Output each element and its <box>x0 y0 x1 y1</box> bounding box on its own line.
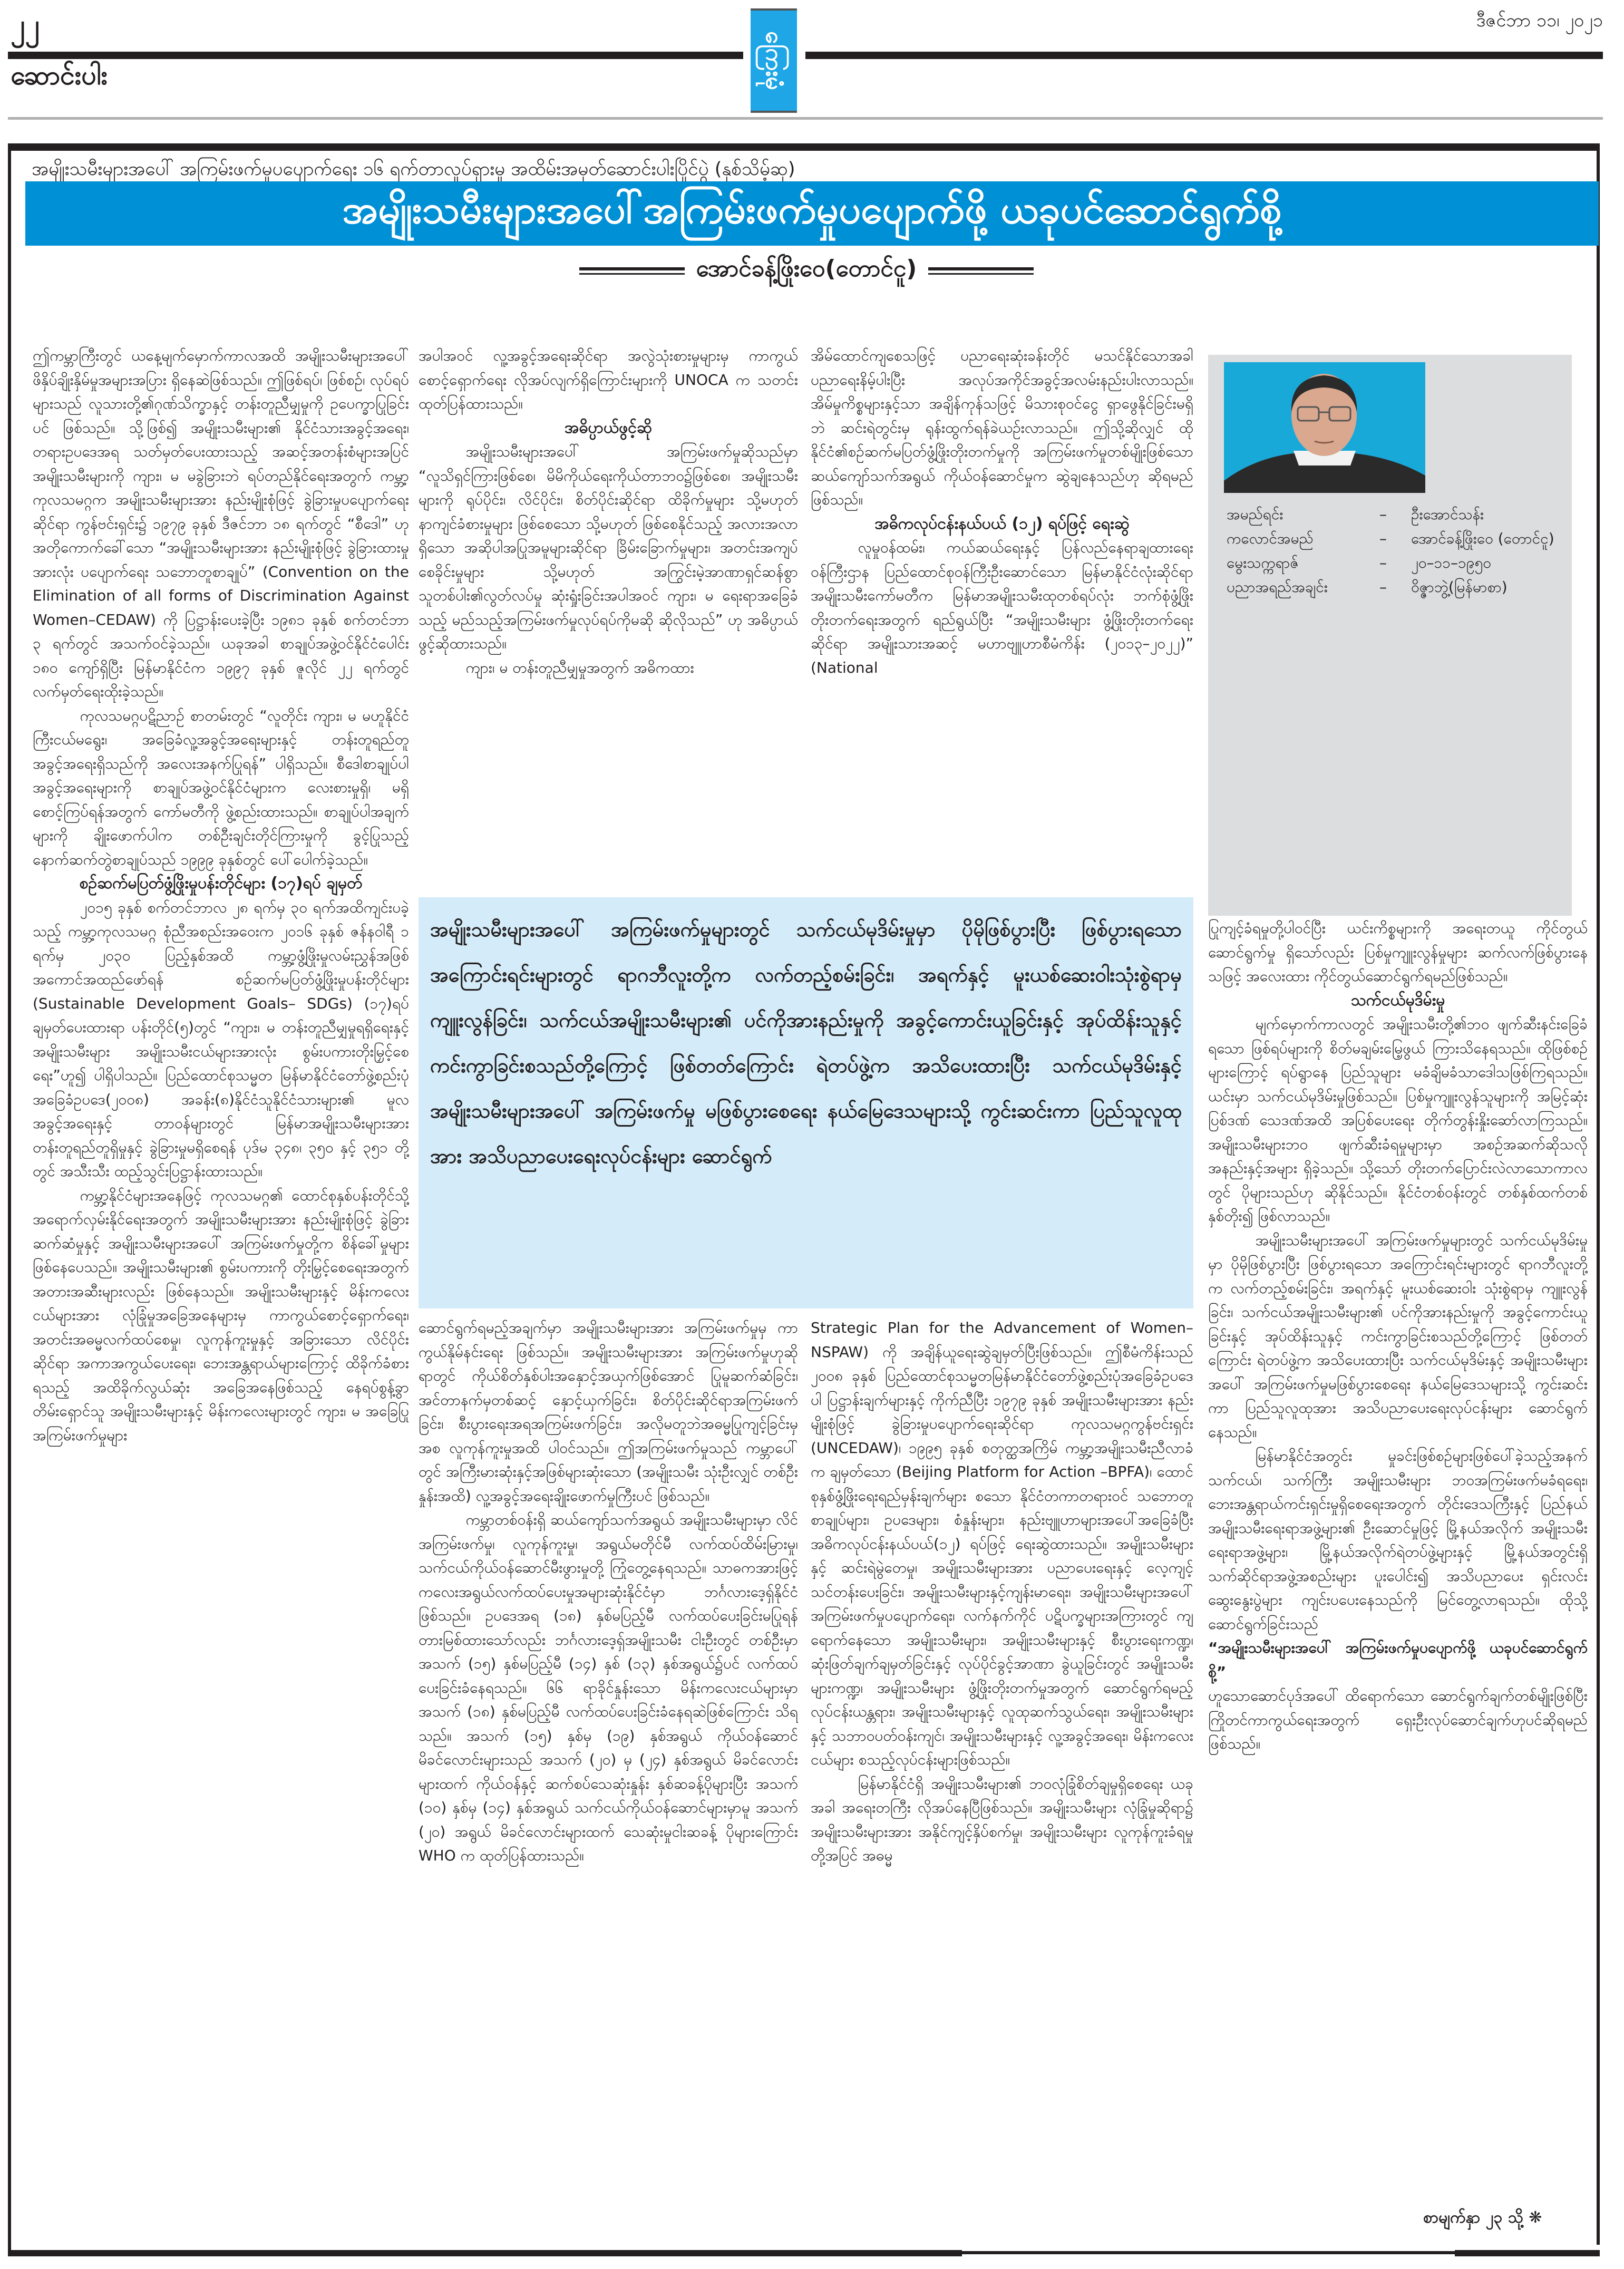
author-profile-box <box>1208 355 1572 916</box>
portrait-illustration <box>1224 362 1425 493</box>
body-paragraph: မြန်မာနိုင်ငံအတွင်း မှုခင်းဖြစ်စဉ်များဖြစ်ပေါ်ခဲ့သည့်အနက် သက်ငယ်၊ သက်ကြီး အမျိုးသမီးများ ဘဝအကြမ်းဖက်မခံရရေး၊ ဘေးအန္တရာယ်ကင်းရှင်းမှုရှိစေရေးအတွက် တိုင်းဒေသကြီးနှင့် ပြည်နယ်အမျိုးသမီးရေးရာအဖွဲ့များ၏ ဦးဆောင်မှုဖြင့် မြို့နယ်အလိုက် အမျိုးသမီးရေးရာအဖွဲ့များ၊ မြို့နယ်အလိုက်ရဲတပ်ဖွဲ့များနှင့် မြို့နယ်အတွင်းရှိ သက်ဆိုင်ရာအဖွဲ့အစည်းများ ပူးပေါင်း၍ အသိပညာပေး ရှင်းလင်းဆွေးနွေးပွဲများ ကျင်းပပေးနေသည်ကို မြင်တွေ့လာရသည်။ ထိုသို့ဆောင်ရွက်ခြင်းသည် <box>1208 1447 1588 1633</box>
article-frame-bottom-right <box>1455 2250 1600 2256</box>
column-1 <box>33 344 409 2236</box>
profile-dash: – <box>1379 554 1387 571</box>
body-paragraph: အမျိုးသမီးများအပေါ် အကြမ်းဖက်မှုဆိုသည်မှာ “လူသိရှင်ကြားဖြစ်စေ၊ မိမိကိုယ်ရေးကိုယ်တာဘဝ၌ဖြစ်စေ၊ အမျိုးသမီးများကို ရုပ်ပိုင်း၊ လိင်ပိုင်း၊ စိတ်ပိုင်းဆိုင်ရာ ထိခိုက်မှုများ သို့မဟုတ် နာကျင်ခံစားမှုများ ဖြစ်စေသော သို့မဟုတ် ဖြစ်စေနိုင်သည့် အလားအလာရှိသော အဆိုပါအပြုအမူများဆိုင်ရာ ခြိမ်းခြောက်မှုများ၊ အတင်းအကျပ်စေခိုင်းမှုများ သို့မဟုတ် အကြွင်းမဲ့အာဏာရှင်ဆန်စွာ သူတစ်ပါး၏လွတ်လပ်မှု ဆုံးရှုံးခြင်းအပါအဝင် ကျား၊ မ ရေးရာအခြေခံသည့် မည်သည့်အကြမ်းဖက်မှုလုပ်ရပ်ကိုမဆို ဆိုလိုသည်” ဟု အဓိပ္ပာယ်ဖွင့်ဆိုထားသည်။ <box>419 443 798 652</box>
profile-dash: – <box>1379 506 1387 523</box>
profile-row-pen-name <box>1227 527 1569 551</box>
body-paragraph: ဤကမ္ဘာကြီးတွင် ယနေ့မျက်မှောက်ကာလအထိ အမျိုးသမီးများအပေါ် ဖိနှိပ်ချိုးနှိမ်မှုအများအပြား ရှိနေဆဲဖြစ်သည်။ ဤဖြစ်ရပ်၊ ဖြစ်စဉ်၊ လုပ်ရပ်များသည် လူသားတို့၏ဂုဏ်သိက္ခာနှင့် တန်းတူညီမျှမှုကို ဥပေက္ခာပြုခြင်းပင် ဖြစ်သည်။ သို့ဖြစ်၍ အမျိုးသမီးများ၏ နိုင်ငံသားအခွင့်အရေး၊ တရားဥပဒေအရ သတ်မှတ်ပေးထားသည့် အဆင့်အတန်းစံများအပြင် အမျိုးသမီးများကို ကျား၊ မ မခွဲခြားဘဲ ရပ်တည်နိုင်ရေးအတွက် ကမ္ဘာ့ကုလသမဂ္ဂက အမျိုးသမီးများအား နည်းမျိုးစုံဖြင့် ခွဲခြားမှုပပျောက်ရေးဆိုင်ရာ ကွန်ဗင်းရှင်း၌ ၁၉၇၉ ခုနှစ် ဒီဇင်ဘာ ၁၈ ရက်တွင် “စီဒေါ” ဟု အတိုကောက်ခေါ်သော “အမျိုးသမီးများအား နည်းမျိုးစုံဖြင့် ခွဲခြားထားမှုအားလုံး ပပျောက်ရေး သဘောတူစာချုပ်” (Convention on the Elimination of all forms of Discrimination Against Women–CEDAW) ကို ပြဋ္ဌာန်းပေးခဲ့ပြီး ၁၉၈၁ ခုနှစ် စက်တင်ဘာ ၃ ရက်တွင် အသက်ဝင်ခဲ့သည်။ ယခုအခါ စာချုပ်အဖွဲ့ဝင်နိုင်ငံပေါင်း ၁၈၀ ကျော်ရှိပြီး မြန်မာနိုင်ငံက ၁၉၉၇ ခုနှစ် ဇူလိုင် ၂၂ ရက်တွင် လက်မှတ်ရေးထိုးခဲ့သည်။ <box>33 347 409 700</box>
column-3-bottom <box>811 1316 1193 2249</box>
profile-label: မွေးသက္ကရာဇ် <box>1227 554 1299 571</box>
pull-quote-box: အမျိုးသမီးများအပေါ် အကြမ်းဖက်မှုများတွင် သက်ငယ်မုဒိမ်းမှုမှာ ပိုမိုဖြစ်ပွားပြီး ဖြစ်ပွားရသောအကြောင်းရင်းများတွင် ရာဂဘီလူးတို့က လက်တည့်စမ်းခြင်း၊ အရက်နှင့် မူးယစ်ဆေးဝါးသုံးစွဲရာမှ ကျူးလွန်ခြင်း၊ သက်ငယ်အမျိုးသမီးများ၏ ပင်ကိုအားနည်းမှုကို အခွင့်ကောင်းယူခြင်းနှင့် အုပ်ထိန်းသူနှင့် ကင်းကွာခြင်းစသည်တို့ကြောင့် ဖြစ်တတ်ကြောင်း ရဲတပ်ဖွဲ့က အသိပေးထားပြီး သက်ငယ်မုဒိမ်းနှင့် အမျိုးသမီးများအပေါ် အကြမ်းဖက်မှု မဖြစ်ပွားစေရေး နယ်မြေဒေသများသို့ ကွင်းဆင်းကာ ပြည်သူလူထုအား အသိပညာပေးရေးလုပ်ငန်းများ ဆောင်ရွက် <box>419 897 1193 1308</box>
body-paragraph: မျက်မှောက်ကာလတွင် အမျိုးသမီးတို့၏ဘဝ ဖျက်ဆီးနင်းခြေခံရသော ဖြစ်ရပ်များကို စိတ်မချမ်းမြေ့ဖွယ် ကြားသိနေရသည်။ ထိုဖြစ်စဉ်များကြောင့် ရပ်ရွာနေ ပြည်သူများ မခံချိမခံသာဒေါသဖြစ်ကြရသည်။ ယင်းမှာ သက်ငယ်မုဒိမ်းမှုဖြစ်သည်။ ပြစ်မှုကျူးလွန်သူများကို အမြင့်ဆုံးပြစ်ဒဏ် သေဒဏ်အထိ အပြစ်ပေးရေး တိုက်တွန်းနှိုးဆော်လာကြသည်။ အမျိုးသမီးများဘဝ ဖျက်ဆီးခံရမှုများမှာ အစဉ်အဆက်ဆိုသလို အနည်းနှင့်အများ ရှိခဲ့သည်။ သို့သော် တိုးတက်ပြောင်းလဲလာသောကာလတွင် ပိုများသည်ဟု ဆိုနိုင်သည်။ နိုင်ငံတစ်ဝန်းတွင် တစ်နှစ်ထက်တစ်နှစ်တိုး၍ ဖြစ်လာသည်။ <box>1208 1015 1588 1225</box>
profile-label: အမည်ရင်း <box>1227 506 1283 523</box>
profile-label: ပညာအရည်အချင်း <box>1227 578 1328 596</box>
article-frame-right <box>1597 143 1600 2245</box>
author-byline: အောင်ခန့်ဖြိုးဝေ(တောင်ငူ) <box>696 255 917 282</box>
column-3-top <box>811 344 1193 895</box>
author-photo <box>1224 362 1425 493</box>
logo-text: ကြေးမုံ <box>761 31 787 90</box>
body-paragraph: “အမျိုးသမီးများအပေါ် အကြမ်းဖက်မှုပပျောက်ဖို့ ယခုပင်ဆောင်ရွက်စို့” <box>1208 1639 1588 1681</box>
newspaper-logo <box>751 8 797 113</box>
subheading: သက်ငယ်မုဒိမ်းမှု <box>1350 991 1445 1010</box>
column-2-bottom <box>419 1316 798 2249</box>
body-paragraph: ဆောင်ရွက်ရမည့်အချက်မှာ အမျိုးသမီးများအား အကြမ်းဖက်မှုမှ ကာကွယ်နိုမ်နင်းရေး ဖြစ်သည်။ အမျိုးသမီးများအား အကြမ်းဖက်မှုဟုဆိုရာတွင် ကိုယ်စိတ်နှစ်ပါးအနှောင့်အယှက်ဖြစ်အောင် ပြုမူဆက်ဆံခြင်း၊ အင်တာနက်မှတစ်ဆင့် နှောင့်ယှက်ခြင်း၊ စိတ်ပိုင်းဆိုင်ရာအကြမ်းဖက်ခြင်း၊ စီးပွားရေးအရအကြမ်းဖက်ခြင်း၊ အလိုမတူဘဲအဓမ္မပြုကျင့်ခြင်းမှအစ လူကုန်ကူးမှုအထိ ပါဝင်သည်။ ဤအကြမ်းဖက်မှုသည် ကမ္ဘာပေါ်တွင် အကြီးမားဆုံးနှင့်အဖြစ်များဆုံးသော (အမျိုးသမီး သုံးဦးလျှင် တစ်ဦးနှုန်းအထိ) လူ့အခွင့်အရေးချိုးဖောက်မှုကြီးပင် ဖြစ်သည်။ <box>419 1319 798 1505</box>
body-paragraph: ပြုကျင့်ခံရမှုတို့ပါဝင်ပြီး ယင်းကိစ္စများကို အရေးတယူ ကိုင်တွယ်ဆောင်ရွက်မှု ရှိသော်လည်း ပြစ်မှုကျူးလွန်မှုများ ဆက်လက်ဖြစ်ပွားနေသဖြင့် အလေးထား ကိုင်တွယ်ဆောင်ရွက်ရမည်ဖြစ်သည်။ <box>1208 919 1588 985</box>
body-paragraph: ဟူသောဆောင်ပုဒ်အပေါ် ထိရောက်သော ဆောင်ရွက်ချက်တစ်မျိုးဖြစ်ပြီး ကြိုတင်ကာကွယ်ရေးအတွက် ရှေးဦးလုပ်ဆောင်ချက်ဟုပင်ဆိုရမည် ဖြစ်သည်။ <box>1208 1687 1588 1752</box>
body-paragraph: ၂၀၁၅ ခုနှစ် စက်တင်ဘာလ ၂၈ ရက်မှ ၃၀ ရက်အထိကျင်းပခဲ့သည့် ကမ္ဘာ့ကုလသမဂ္ဂ စုံညီအစည်းအဝေးက ၂၀၁၆ ခုနှစ် ဇန်နဝါရီ ၁ ရက်မှ ၂၀၃၀ ပြည့်နှစ်အထိ ကမ္ဘာ့ဖွံ့ဖြိုးမှုလမ်းညွှန်အဖြစ် အကောင်အထည်ဖော်ရန် စဉ်ဆက်မပြတ်ဖွံ့ဖြိုးမှုပန်းတိုင်များ (Sustainable Development Goals– SDGs) (၁၇)ရပ် ချမှတ်ပေးထားရာ ပန်းတိုင်(၅)တွင် “ကျား၊ မ တန်းတူညီမျှမှုရရှိရေးနှင့် အမျိုးသမီးများ အမျိုးသမီးငယ်များအားလုံး စွမ်းပကားတိုးမြှင့်စေရေး”ဟူ၍ ပါရှိပါသည်။ ပြည်ထောင်စုသမ္မတ မြန်မာနိုင်ငံတော်ဖွဲ့စည်းပုံအခြေခံဥပဒေ(၂၀၀၈) အခန်း(၈)နိုင်ငံသူနိုင်ငံသားများ၏ မူလအခွင့်အရေးနှင့် တာဝန်များတွင် မြန်မာအမျိုးသမီးများအား တန်းတူရည်တူရှိမှုနှင့် ခွဲခြားမှုမရှိစေရန် ပုဒ်မ ၃၄၈၊ ၃၅၀ နှင့် ၃၅၁ တို့တွင် အသီးသီး ထည့်သွင်းပြဋ္ဌာန်းထားသည်။ <box>33 898 409 1180</box>
profile-label: ကလောင်အမည် <box>1227 530 1314 547</box>
column-4 <box>1208 916 1588 2245</box>
profile-dash: – <box>1379 578 1387 596</box>
body-paragraph: ကမ္ဘာတစ်ဝန်းရှိ ဆယ်ကျော်သက်အရွယ် အမျိုးသမီးများမှာ လိင်အကြမ်းဖက်မှု၊ လူကုန်ကူးမှု၊ အရွယ်မတိုင်မီ လက်ထပ်ထိမ်းမြားမှု၊ သက်ငယ်ကိုယ်ဝန်ဆောင်မီးဖွားမှုတို့ ကြုံတွေ့နေရသည်။ သာဓကအားဖြင့် ကလေးအရွယ်လက်ထပ်ပေးမှုအများဆုံးနိုင်ငံမှာ ဘင်္ဂလားဒေ့ရှ်နိုင်ငံ ဖြစ်သည်။ ဥပဒေအရ (၁၈) နှစ်မပြည့်မီ လက်ထပ်ပေးခြင်းမပြုရန်တားမြစ်ထားသော်လည်း ဘင်္ဂလားဒေ့ရှ်အမျိုးသမီး ငါးဦးတွင် တစ်ဦးမှာ အသက် (၁၅) နှစ်မပြည့်မီ (၁၄) နှစ် (၁၃) နှစ်အရွယ်၌ပင် လက်ထပ်ပေးခြင်းခံနေရသည်။ ၆၆ ရာခိုင်နှုန်းသော မိန်းကလေးငယ်များမှာ အသက် (၁၈) နှစ်မပြည့်မီ လက်ထပ်ပေးခြင်းခံနေရဆဲဖြစ်ကြောင်း သိရသည်။ အသက် (၁၅) နှစ်မှ (၁၉) နှစ်အရွယ် ကိုယ်ဝန်ဆောင်မိခင်လောင်းများသည် အသက် (၂၀) မှ (၂၄) နှစ်အရွယ် မိခင်လောင်းများထက် ကိုယ်ဝန်နှင့် ဆက်စပ်သေဆုံးနှုန်း နှစ်ဆခန့်ပိုများပြီး အသက် (၁၀) နှစ်မှ (၁၄) နှစ်အရွယ် သက်ငယ်ကိုယ်ဝန်ဆောင်များမှာမူ အသက် (၂၀) အရွယ် မိခင်လောင်းများထက် သေဆုံးမှုငါးဆခန့် ပိုများကြောင်း WHO က ထုတ်ပြန်ထားသည်။ <box>419 1511 798 1864</box>
profile-value: ၂၀–၁၁–၁၉၅၀ <box>1411 554 1492 571</box>
profile-value: ဝိဇ္ဇာဘွဲ့(မြန်မာစာ) <box>1411 578 1508 596</box>
body-paragraph: အမျိုးသမီးများအပေါ် အကြမ်းဖက်မှုများတွင် သက်ငယ်မုဒိမ်းမှုမှာ ပိုမိုဖြစ်ပွားပြီး ဖြစ်ပွားရသော အကြောင်းရင်းများတွင် ရာဂဘီလူးတို့က လက်တည့်စမ်းခြင်း၊ အရက်နှင့် မူးယစ်ဆေးဝါး သုံးစွဲရာမှ ကျူးလွန်ခြင်း၊ သက်ငယ်အမျိုးသမီးများ၏ ပင်ကိုအားနည်းမှုကို အခွင့်ကောင်းယူခြင်းနှင့် အုပ်ထိန်းသူနှင့် ကင်းကွာခြင်းစသည်တို့ကြောင့် ဖြစ်တတ်ကြောင်း ရဲတပ်ဖွဲ့က အသိပေးထားပြီး သက်ငယ်မုဒိမ်းနှင့် အမျိုးသမီးများအပေါ် အကြမ်းဖက်မှုမဖြစ်ပွားစေရေး နယ်မြေဒေသများသို့ ကွင်းဆင်းကာ ပြည်သူလူထုအား အသိပညာပေးရေးလုပ်ငန်းများ ဆောင်ရွက်နေသည်။ <box>1208 1231 1588 1441</box>
continued-on-page: စာမျက်နှာ ၂၃ သို့ ❋ <box>1423 2208 1542 2227</box>
profile-row-education <box>1227 575 1569 599</box>
subheading: အဓိကလုပ်ငန်းနယ်ပယ် (၁၂) ရပ်ဖြင့် ရေးဆွဲ <box>874 514 1130 533</box>
subheading: စဉ်ဆက်မပြတ်ဖွံ့ဖြိုးမှုပန်းတိုင်များ (၁၇)ရပ် ချမှတ် <box>79 874 363 893</box>
body-paragraph: လူမှုဝန်ထမ်း၊ ကယ်ဆယ်ရေးနှင့် ပြန်လည်နေရာချထားရေးဝန်ကြီးဌာန ပြည်ထောင်စုဝန်ကြီးဦးဆောင်သော မြန်မာနိုင်ငံလုံးဆိုင်ရာ အမျိုးသမီးကော်မတီက မြန်မာအမျိုးသမီးထုတစ်ရပ်လုံး ဘက်စုံဖွံ့ဖြိုးတိုးတက်ရေးအတွက် ရည်ရွယ်ပြီး “အမျိုးသမီးများ ဖွံ့ဖြိုးတိုးတက်ရေးဆိုင်ရာ အမျိုးသားအဆင့် မဟာဗျူဟာစီမံကိန်း (၂၀၁၃–၂၀၂၂)” (National <box>811 539 1193 676</box>
profile-dash: – <box>1379 530 1387 547</box>
byline-rule-left <box>579 267 685 275</box>
byline-row <box>411 254 1202 288</box>
article-title: အမျိုးသမီးများအပေါ်အကြမ်းဖက်မှုပပျောက်ဖို့ ယခုပင်ဆောင်ရွက်စို့ <box>342 187 1282 232</box>
header-rule <box>8 52 1603 59</box>
article-kicker: အမျိုးသမီးများအပေါ် အကြမ်းဖက်မှုပပျောက်ရေး ၁၆ ရက်တာလှုပ်ရှားမှု အထိမ်းအမှတ်ဆောင်းပါးပြိုင်ပွဲ (နှစ်သိမ့်ဆု) <box>32 159 795 180</box>
body-paragraph: အပါအဝင် လူ့အခွင့်အရေးဆိုင်ရာ အလွဲသုံးစားမှုများမှ ကာကွယ်စောင့်ရှောက်ရေး လိုအပ်လျက်ရှိကြောင်းများကို UNOCA က သတင်းထုတ်ပြန်ထားသည်။ <box>419 347 798 412</box>
body-paragraph: အိမ်ထောင်ကျစေသဖြင့် ပညာရေးဆုံးခန်းတိုင် မသင်နိုင်သောအခါ ပညာရေးနိမ့်ပါးပြီး အလုပ်အကိုင်အခွင့်အလမ်းနည်းပါးလာသည်။ အိမ်မှုကိစ္စများနှင့်သာ အချိန်ကုန်သဖြင့် မိသားစုဝင်ငွေ ရှာဖွေနိုင်ခြင်းမရှိဘဲ ဆင်းရဲတွင်းမှ ရုန်းထွက်ရန်ခဲယဉ်းလာသည်။ ဤသို့ဆိုလျှင် ထိုနိုင်ငံ၏စဉ်ဆက်မပြတ်ဖွံ့ဖြိုးတိုးတက်မှုကို အကြမ်းဖက်မှုတစ်မျိုးဖြစ်သော ဆယ်ကျော်သက်အရွယ် ကိုယ်ဝန်ဆောင်မှုက ဆွဲချနေသည်ဟု ဆိုရမည်ဖြစ်သည်။ <box>811 347 1193 508</box>
issue-date: ဒီဇင်ဘာ ၁၁၊ ၂၀၂၁ <box>1476 10 1603 31</box>
article-frame-bottom <box>8 2250 962 2256</box>
body-paragraph: ကုလသမဂ္ဂပဋိညာဉ် စာတမ်းတွင် “လူတိုင်း ကျား၊ မ မဟူနိုင်ငံကြီးငယ်မရွေး၊ အခြေခံလူ့အခွင့်အရေးများနှင့် တန်းတူရည်တူအခွင့်အရေးရှိသည်ကို အလေးအနက်ပြုရန်” ပါရှိသည်။ စီဒေါစာချုပ်ပါ အခွင့်အရေးများကို စာချုပ်အဖွဲ့ဝင်နိုင်ငံများက လေးစားမှုရှိ၊ မရှိ စောင့်ကြပ်ရန်အတွက် ကော်မတီကို ဖွဲ့စည်းထားသည်။ စာချုပ်ပါအချက်များကို ချိုးဖောက်ပါက တစ်ဦးချင်းတိုင်ကြားမှုကို ခွင့်ပြုသည့် နောက်ဆက်တွဲစာချုပ်သည် ၁၉၉၉ ခုနှစ်တွင် ပေါ်ပေါက်ခဲ့သည်။ <box>33 706 409 868</box>
body-paragraph: မြန်မာနိုင်ငံရှိ အမျိုးသမီးများ၏ ဘဝလုံခြုံစိတ်ချမှုရှိစေရေး ယခုအခါ အရေးတကြီး လိုအပ်နေပြီဖြစ်သည်။ အမျိုးသမီးများ လုံခြုံမှုဆိုရာ၌ အမျိုးသမီးများအား အနိုင်ကျင့်နှိပ်စက်မှု၊ အမျိုးသမီးများ လူကုန်ကူးခံရမှုတို့အပြင် အဓမ္မ <box>811 1775 1193 1864</box>
profile-row-real-name <box>1227 502 1569 527</box>
profile-info <box>1227 502 1569 599</box>
body-paragraph: ကမ္ဘာ့နိုင်ငံများအနေဖြင့် ကုလသမဂ္ဂ၏ ထောင်စုနှစ်ပန်းတိုင်သို့ အရောက်လှမ်းနိုင်ရေးအတွက် အမျိုးသမီးများအား နည်းမျိုးစုံဖြင့် ခွဲခြားဆက်ဆံမှုနှင့် အမျိုးသမီးများအပေါ် အကြမ်းဖက်မှုတို့က စိန်ခေါ်မှုများဖြစ်နေပေသည်။ အမျိုးသမီးများ၏ စွမ်းပကားကို တိုးမြှင့်စေရေးအတွက် အတားအဆီးများလည်း ဖြစ်နေသည်။ အမျိုးသမီးများနှင့် မိန်းကလေးငယ်များအား လုံခြုံမှုအခြေအနေများမှ ကာကွယ်စောင့်ရှောက်ရေး၊ အတင်းအဓမ္မလက်ထပ်စေမှု၊ လူကုန်ကူးမှုနှင့် အခြားသော လိင်ပိုင်းဆိုင်ရာ အကာအကွယ်ပေးရေး၊ ဘေးအန္တရာယ်များကြောင့် ထိခိုက်ခံစားရသည့် အထိခိုက်လွယ်ဆုံး အခြေအနေဖြစ်သည့် နေရပ်စွန့်ခွာတိမ်းရှောင်သူ အမျိုးသမီးများနှင့် မိန်းကလေးများတွင် ကျား၊ မ အခြေပြုအကြမ်းဖက်မှုများ <box>33 1186 409 1444</box>
body-paragraph: ကျား၊ မ တန်းတူညီမျှမှုအတွက် အဓိကထား <box>465 658 694 676</box>
section-label: ဆောင်းပါး <box>11 60 108 91</box>
header-divider <box>8 117 1603 120</box>
profile-value: အောင်ခန့်ဖြိုးဝေ (တောင်ငူ) <box>1411 530 1554 547</box>
title-banner <box>25 181 1599 246</box>
profile-row-birth-date <box>1227 551 1569 575</box>
byline-rule-right <box>928 267 1034 275</box>
profile-value: ဦးအောင်သန်း <box>1411 506 1484 523</box>
column-2-top <box>419 344 798 895</box>
page-number: ၂၂ <box>11 8 40 42</box>
body-paragraph: Strategic Plan for the Advancement of Women–NSPAW) ကို အချိန်ယူရေးဆွဲချမှတ်ပြီးဖြစ်သည်။ ဤစီမံကိန်းသည် ၂၀၀၈ ခုနှစ် ပြည်ထောင်စုသမ္မတမြန်မာနိုင်ငံတော်ဖွဲ့စည်းပုံအခြေခံဥပဒေပါ ပြဋ္ဌာန်းချက်များနှင့် ကိုက်ညီပြီး ၁၉၇၉ ခုနှစ် အမျိုးသမီးများအား နည်းမျိုးစုံဖြင့် ခွဲခြားမှုပပျောက်ရေးဆိုင်ရာ ကုလသမဂ္ဂကွန်ဗင်းရှင်း (UNCEDAW)၊ ၁၉၉၅ ခုနှစ် စတုတ္ထအကြိမ် ကမ္ဘာ့အမျိုးသမီးညီလာခံက ချမှတ်သော (Beijing Platform for Action –BPFA)၊ ထောင်စုနှစ်ဖွံ့ဖြိုးရေးရည်မှန်းချက်များ စသော နိုင်ငံတကာတရားဝင် သဘောတူစာချုပ်များ၊ ဥပဒေများ၊ စံနှုန်းများ၊ နည်းဗျူဟာများအပေါ်အခြေခံပြီး အဓိကလုပ်ငန်းနယ်ပယ်(၁၂) ရပ်ဖြင့် ရေးဆွဲထားသည်။ အမျိုးသမီးများနှင့် ဆင်းရဲမွဲတေမှု၊ အမျိုးသမီးများအား ပညာပေးရေးနှင့် လေ့ကျင့်သင်တန်းပေးခြင်း၊ အမျိုးသမီးများနှင့်ကျန်းမာရေး၊ အမျိုးသမီးများအပေါ် အကြမ်းဖက်မှုပပျောက်ရေး၊ လက်နက်ကိုင် ပဋိပက္ခများအကြားတွင် ကျရောက်နေသော အမျိုးသမီးများ၊ အမျိုးသမီးများနှင့် စီးပွားရေးကဏ္ဍ၊ ဆုံးဖြတ်ချက်ချမှတ်ခြင်းနှင့် လုပ်ပိုင်ခွင့်အာဏာ ခွဲယူခြင်းတွင် အမျိုးသမီးများကဏ္ဍ၊ အမျိုးသမီးများ ဖွံ့ဖြိုးတိုးတက်မှုအတွက် ဆောင်ရွက်ရမည့်လုပ်ငန်းယန္တရား၊ အမျိုးသမီးများနှင့် လူထုဆက်သွယ်ရေး၊ အမျိုးသမီးများနှင့် သဘာဝပတ်ဝန်းကျင်၊ အမျိုးသမီးများနှင့် လူ့အခွင့်အရေး၊ မိန်းကလေးငယ်များ စသည့်လုပ်ငန်းများဖြစ်သည်။ <box>811 1319 1193 1768</box>
subheading: အဓိပ္ပာယ်ဖွင့်ဆို <box>565 418 652 437</box>
